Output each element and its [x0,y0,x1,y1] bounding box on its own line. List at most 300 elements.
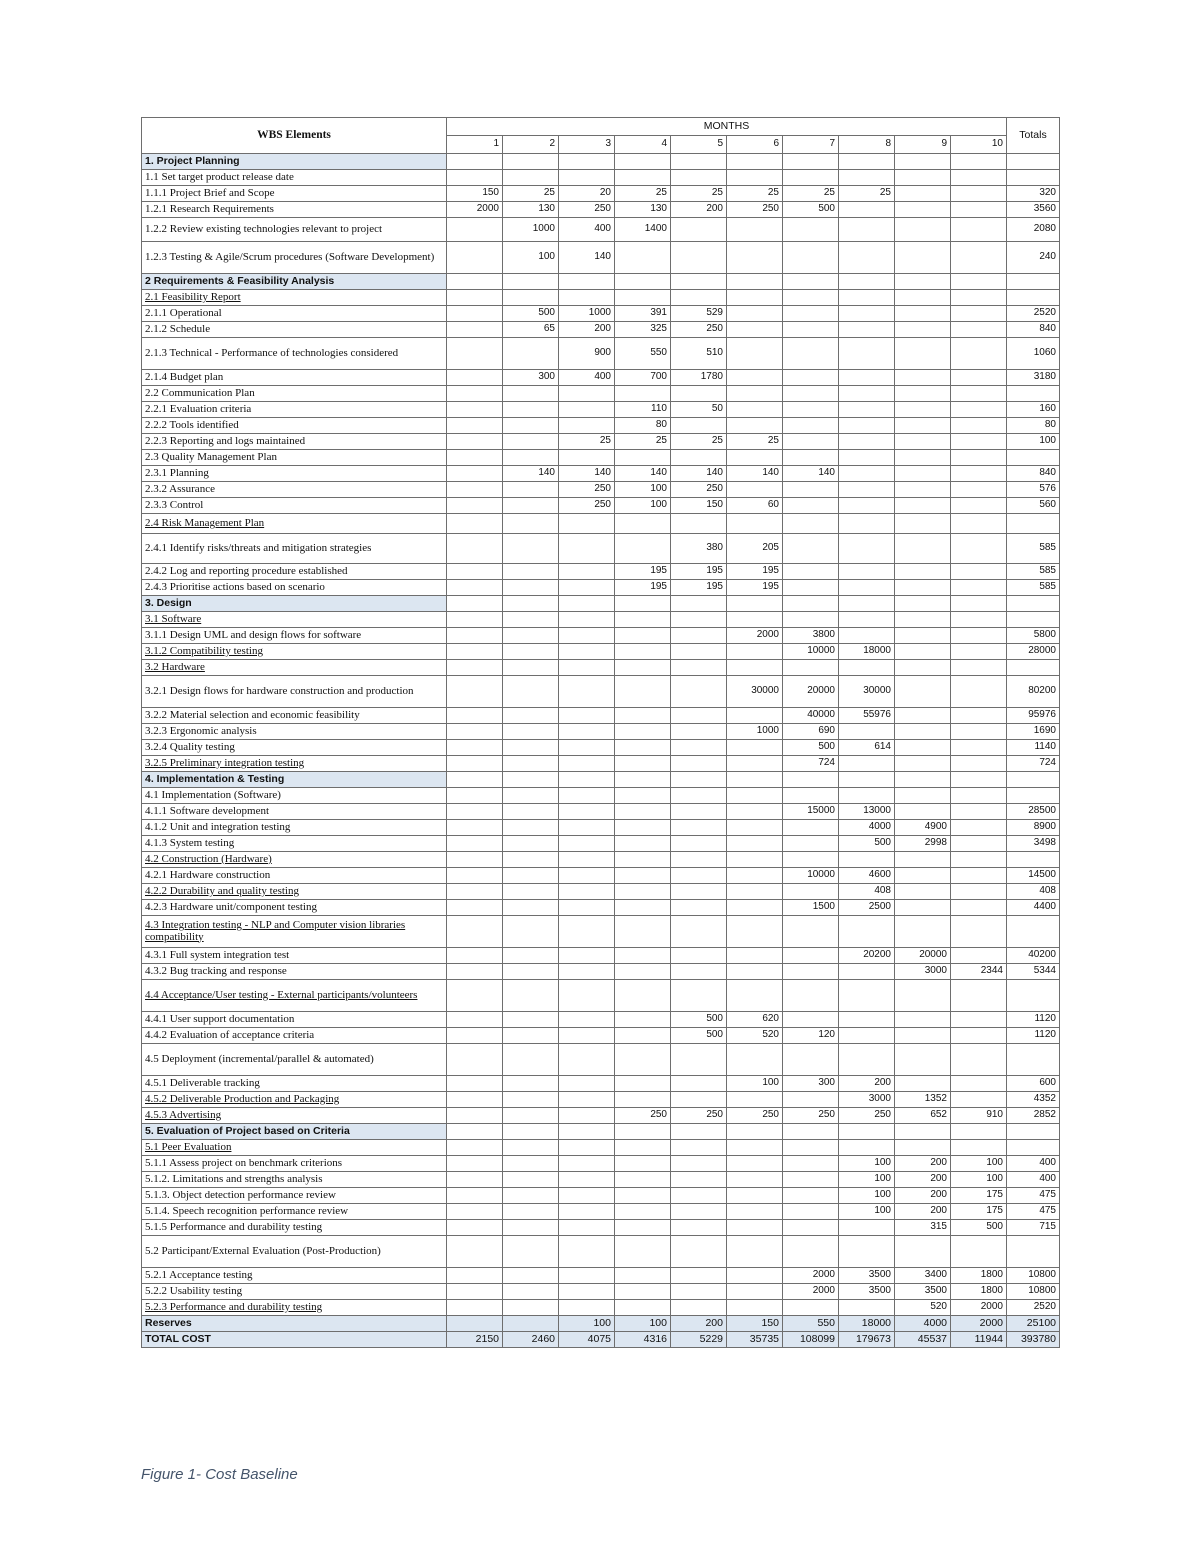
wbs-element-label: 2.4.2 Log and reporting procedure established [142,564,447,580]
month-10-cost [951,534,1007,564]
month-3-cost [559,1236,615,1268]
month-7-cost [783,1204,839,1220]
table-row [142,868,1060,884]
table-row [142,1300,1060,1316]
wbs-element-label: 5.1.3. Object detection performance review [142,1188,447,1204]
wbs-element-label: 1.1 Set target product release date [142,170,447,186]
month-4-cost [615,290,671,306]
month-4-cost [615,1044,671,1076]
month-6-cost: 620 [727,1012,783,1028]
month-4-cost [615,708,671,724]
month-10-cost [951,1236,1007,1268]
month-3-cost [559,612,615,628]
month-8-cost [839,612,895,628]
month-7-cost [783,836,839,852]
month-1-cost [447,450,503,466]
row-total-cost: 2520 [1007,1300,1060,1316]
row-total-cost: 3180 [1007,370,1060,386]
month-6-cost [727,868,783,884]
month-7-cost [783,1092,839,1108]
month-1-cost [447,868,503,884]
month-header-4: 4 [615,136,671,154]
month-5-cost: 500 [671,1028,727,1044]
month-9-cost [895,724,951,740]
month-8-cost: 3000 [839,1092,895,1108]
month-5-cost: 500 [671,1012,727,1028]
month-5-cost [671,628,727,644]
month-4-cost [615,1012,671,1028]
month-2-cost [503,644,559,660]
month-4-cost: 100 [615,498,671,514]
wbs-element-label: 4.1.3 System testing [142,836,447,852]
month-4-cost: 25 [615,186,671,202]
month-3-cost [559,1172,615,1188]
month-1-cost [447,274,503,290]
month-1-cost: 2150 [447,1332,503,1348]
wbs-element-label-text: 3.2 Hardware [145,660,205,673]
month-header-8: 8 [839,136,895,154]
month-7-cost [783,612,839,628]
month-1-cost [447,154,503,170]
month-10-cost [951,820,1007,836]
month-2-cost [503,498,559,514]
row-total-cost: 5344 [1007,964,1060,980]
month-6-cost [727,740,783,756]
month-9-cost [895,450,951,466]
month-8-cost [839,660,895,676]
month-10-cost [951,450,1007,466]
month-7-cost [783,154,839,170]
month-4-cost [615,724,671,740]
month-8-cost: 4600 [839,868,895,884]
month-3-cost: 20 [559,186,615,202]
month-10-cost [951,644,1007,660]
month-8-cost [839,1220,895,1236]
month-header-1: 1 [447,136,503,154]
month-7-cost [783,482,839,498]
month-10-cost: 2000 [951,1300,1007,1316]
month-7-cost: 10000 [783,868,839,884]
month-8-cost [839,386,895,402]
month-4-cost [615,756,671,772]
row-total-cost: 724 [1007,756,1060,772]
month-8-cost: 179673 [839,1332,895,1348]
month-10-cost [951,788,1007,804]
month-4-cost [615,964,671,980]
month-1-cost [447,322,503,338]
row-total-cost: 408 [1007,884,1060,900]
wbs-element-label [142,660,447,676]
month-2-cost: 25 [503,186,559,202]
table-row [142,980,1060,1012]
month-2-cost [503,580,559,596]
month-4-cost [615,836,671,852]
month-4-cost [615,644,671,660]
month-header-2: 2 [503,136,559,154]
table-row [142,708,1060,724]
month-3-cost [559,820,615,836]
month-6-cost: 2000 [727,628,783,644]
row-total-cost: 475 [1007,1204,1060,1220]
month-5-cost [671,1284,727,1300]
month-10-cost [951,1044,1007,1076]
wbs-element-label: 2.3.2 Assurance [142,482,447,498]
month-7-cost [783,1236,839,1268]
month-2-cost: 140 [503,466,559,482]
cost-baseline-table [141,117,1060,1348]
month-9-cost [895,218,951,242]
month-9-cost [895,498,951,514]
month-5-cost [671,1076,727,1092]
month-2-cost [503,868,559,884]
month-3-cost [559,804,615,820]
month-5-cost [671,676,727,708]
month-7-cost: 300 [783,1076,839,1092]
month-1-cost [447,740,503,756]
row-total-cost [1007,514,1060,534]
month-9-cost [895,868,951,884]
month-4-cost [615,676,671,708]
month-4-cost [615,1236,671,1268]
month-7-cost [783,980,839,1012]
month-7-cost [783,660,839,676]
month-2-cost [503,628,559,644]
month-5-cost [671,1140,727,1156]
wbs-element-label: 5.2.1 Acceptance testing [142,1268,447,1284]
month-9-cost [895,676,951,708]
month-9-cost: 200 [895,1204,951,1220]
month-4-cost [615,852,671,868]
month-9-cost: 2998 [895,836,951,852]
month-4-cost: 700 [615,370,671,386]
months-header: MONTHS [447,118,1007,136]
wbs-element-label [142,916,447,948]
wbs-element-label-text: 3.1.2 Compatibility testing [145,644,263,657]
month-4-cost: 4316 [615,1332,671,1348]
month-9-cost [895,1076,951,1092]
month-6-cost [727,450,783,466]
table-row [142,852,1060,868]
month-header-10: 10 [951,136,1007,154]
month-7-cost [783,948,839,964]
month-5-cost [671,1156,727,1172]
table-row [142,836,1060,852]
month-3-cost [559,916,615,948]
month-7-cost: 500 [783,202,839,218]
month-7-cost [783,772,839,788]
wbs-element-label [142,884,447,900]
month-1-cost [447,1044,503,1076]
month-7-cost: 40000 [783,708,839,724]
month-5-cost [671,900,727,916]
month-4-cost [615,948,671,964]
month-10-cost [951,756,1007,772]
month-4-cost [615,1204,671,1220]
month-9-cost [895,514,951,534]
wbs-element-label: 5.1.4. Speech recognition performance review [142,1204,447,1220]
wbs-element-label-text: 4.2 Construction (Hardware) [145,852,272,865]
wbs-element-label: 2.2.3 Reporting and logs maintained [142,434,447,450]
month-10-cost: 500 [951,1220,1007,1236]
month-8-cost [839,1044,895,1076]
month-2-cost [503,804,559,820]
month-3-cost [559,644,615,660]
month-2-cost [503,1028,559,1044]
month-1-cost [447,1156,503,1172]
month-4-cost: 80 [615,418,671,434]
month-6-cost [727,1300,783,1316]
month-10-cost [951,434,1007,450]
month-1-cost [447,724,503,740]
row-total-cost: 2520 [1007,306,1060,322]
month-6-cost [727,900,783,916]
month-5-cost [671,450,727,466]
month-1-cost: 2000 [447,202,503,218]
month-2-cost [503,514,559,534]
month-2-cost [503,338,559,370]
wbs-element-label: Reserves [142,1316,447,1332]
month-7-cost [783,434,839,450]
month-2-cost [503,852,559,868]
month-1-cost [447,434,503,450]
month-8-cost [839,964,895,980]
month-5-cost [671,290,727,306]
month-8-cost [839,274,895,290]
row-total-cost [1007,1140,1060,1156]
wbs-element-label-text: 4.2.2 Durability and quality testing [145,884,299,897]
month-3-cost [559,450,615,466]
row-total-cost: 25100 [1007,1316,1060,1332]
month-1-cost [447,1092,503,1108]
row-total-cost [1007,980,1060,1012]
month-2-cost [503,964,559,980]
month-3-cost: 140 [559,242,615,274]
month-4-cost [615,1124,671,1140]
row-total-cost: 2852 [1007,1108,1060,1124]
month-5-cost [671,1172,727,1188]
month-10-cost [951,884,1007,900]
month-2-cost [503,386,559,402]
month-8-cost [839,218,895,242]
month-1-cost [447,596,503,612]
month-3-cost [559,1220,615,1236]
month-10-cost [951,580,1007,596]
table-row [142,154,1060,170]
table-row [142,402,1060,418]
wbs-element-label: 1.2.1 Research Requirements [142,202,447,218]
month-1-cost [447,1204,503,1220]
table-row [142,274,1060,290]
month-1-cost [447,612,503,628]
month-5-cost: 1780 [671,370,727,386]
table-row [142,322,1060,338]
wbs-element-label [142,1092,447,1108]
wbs-element-label: 2.4.1 Identify risks/threats and mitigation strategies [142,534,447,564]
month-10-cost [951,1076,1007,1092]
month-1-cost [447,708,503,724]
month-5-cost [671,788,727,804]
month-4-cost [615,274,671,290]
month-6-cost [727,418,783,434]
month-10-cost [951,170,1007,186]
wbs-element-label: 5.1.5 Performance and durability testing [142,1220,447,1236]
table-row [142,1316,1060,1332]
month-3-cost [559,948,615,964]
month-1-cost [447,820,503,836]
month-6-cost [727,482,783,498]
month-2-cost [503,1140,559,1156]
month-9-cost: 4000 [895,1316,951,1332]
month-6-cost [727,1156,783,1172]
month-8-cost [839,242,895,274]
month-4-cost [615,596,671,612]
month-7-cost: 690 [783,724,839,740]
month-7-cost [783,242,839,274]
wbs-element-label: 4.1 Implementation (Software) [142,788,447,804]
wbs-element-label: 1.2.2 Review existing technologies relevant to project [142,218,447,242]
month-3-cost: 25 [559,434,615,450]
table-row [142,884,1060,900]
table-row [142,1012,1060,1028]
month-7-cost: 120 [783,1028,839,1044]
month-5-cost [671,596,727,612]
table-row [142,450,1060,466]
month-6-cost [727,916,783,948]
wbs-element-label: 5.1.2. Limitations and strengths analysis [142,1172,447,1188]
month-8-cost [839,466,895,482]
month-10-cost [951,338,1007,370]
month-4-cost: 195 [615,564,671,580]
month-4-cost [615,1268,671,1284]
month-9-cost [895,804,951,820]
month-6-cost [727,1236,783,1268]
month-8-cost [839,1140,895,1156]
month-1-cost [447,514,503,534]
table-row [142,1140,1060,1156]
month-4-cost [615,1284,671,1300]
month-5-cost [671,868,727,884]
wbs-element-label: 5.2 Participant/External Evaluation (Post-Production) [142,1236,447,1268]
month-7-cost [783,564,839,580]
month-3-cost [559,1300,615,1316]
month-3-cost [559,1108,615,1124]
month-2-cost [503,290,559,306]
month-4-cost [615,884,671,900]
month-1-cost [447,1124,503,1140]
month-4-cost: 325 [615,322,671,338]
month-header-7: 7 [783,136,839,154]
month-4-cost: 100 [615,482,671,498]
month-7-cost: 724 [783,756,839,772]
month-7-cost [783,498,839,514]
month-1-cost [447,466,503,482]
wbs-element-label: 4.5 Deployment (incremental/parallel & automated) [142,1044,447,1076]
month-5-cost [671,1236,727,1268]
month-2-cost [503,1188,559,1204]
month-8-cost [839,170,895,186]
month-4-cost [615,820,671,836]
month-7-cost [783,580,839,596]
month-8-cost [839,434,895,450]
wbs-element-label: TOTAL COST [142,1332,447,1348]
month-10-cost [951,202,1007,218]
wbs-element-label [142,1140,447,1156]
month-5-cost: 50 [671,402,727,418]
month-7-cost: 2000 [783,1268,839,1284]
wbs-element-label-text: 5.2.3 Performance and durability testing [145,1300,323,1313]
row-total-cost: 100 [1007,434,1060,450]
month-9-cost [895,418,951,434]
month-7-cost: 3800 [783,628,839,644]
month-3-cost [559,756,615,772]
table-row [142,482,1060,498]
wbs-element-label [142,1108,447,1124]
month-2-cost [503,1076,559,1092]
month-6-cost [727,1092,783,1108]
row-total-cost [1007,788,1060,804]
month-2-cost [503,418,559,434]
row-total-cost: 576 [1007,482,1060,498]
month-6-cost: 25 [727,186,783,202]
row-total-cost: 10800 [1007,1268,1060,1284]
month-10-cost [951,498,1007,514]
wbs-element-label: 1.2.3 Testing & Agile/Scrum procedures (Software Development) [142,242,447,274]
month-8-cost: 200 [839,1076,895,1092]
month-1-cost [447,980,503,1012]
row-total-cost: 715 [1007,1220,1060,1236]
month-2-cost [503,1156,559,1172]
month-8-cost: 4000 [839,820,895,836]
table-row [142,596,1060,612]
month-6-cost: 520 [727,1028,783,1044]
month-8-cost: 100 [839,1156,895,1172]
month-5-cost: 140 [671,466,727,482]
month-4-cost [615,1172,671,1188]
table-row [142,386,1060,402]
month-7-cost [783,170,839,186]
month-7-cost: 250 [783,1108,839,1124]
month-8-cost: 25 [839,186,895,202]
month-9-cost [895,290,951,306]
month-4-cost: 391 [615,306,671,322]
row-total-cost: 1690 [1007,724,1060,740]
month-8-cost: 614 [839,740,895,756]
month-2-cost [503,820,559,836]
table-row [142,370,1060,386]
table-row [142,820,1060,836]
month-8-cost: 55976 [839,708,895,724]
month-3-cost [559,580,615,596]
wbs-element-label: 3.2.4 Quality testing [142,740,447,756]
month-2-cost: 500 [503,306,559,322]
month-6-cost [727,1140,783,1156]
month-7-cost: 1500 [783,900,839,916]
month-10-cost [951,772,1007,788]
month-10-cost: 910 [951,1108,1007,1124]
month-3-cost [559,900,615,916]
month-7-cost [783,596,839,612]
month-6-cost: 30000 [727,676,783,708]
month-10-cost [951,900,1007,916]
month-3-cost [559,418,615,434]
month-7-cost [783,450,839,466]
month-6-cost [727,964,783,980]
month-6-cost [727,836,783,852]
month-3-cost [559,1284,615,1300]
month-5-cost [671,1204,727,1220]
month-3-cost [559,1268,615,1284]
month-7-cost [783,1300,839,1316]
